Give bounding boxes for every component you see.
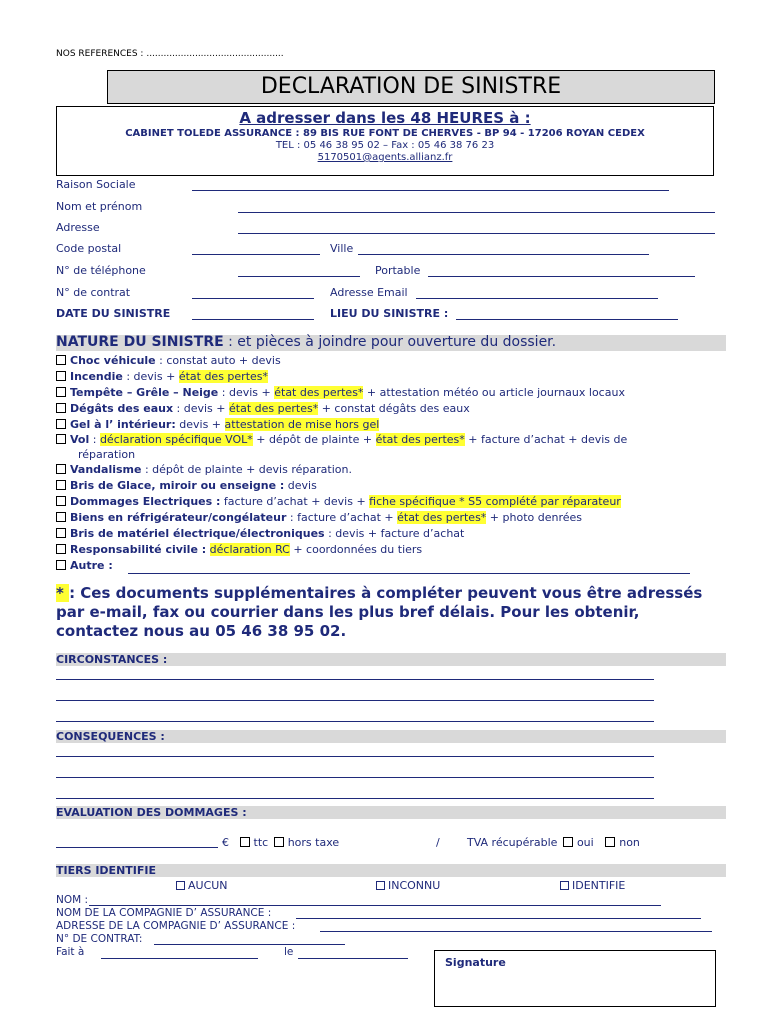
references-label: NOS REFERENCES : <box>56 49 144 59</box>
evaluation-slash: / <box>436 836 440 849</box>
aucun-checkbox[interactable] <box>176 881 185 890</box>
page-title: DECLARATION DE SINISTRE <box>107 70 715 104</box>
nature-item-checkbox[interactable] <box>56 480 66 490</box>
date-sinistre-field[interactable] <box>192 319 314 320</box>
highlighted-document: déclaration RC <box>209 543 290 556</box>
circonstances-line-3[interactable] <box>56 721 654 722</box>
nature-item-title: Autre : <box>70 559 113 572</box>
email-link[interactable]: 5170501@agents.allianz.fr <box>317 152 453 163</box>
hors-taxe-checkbox[interactable] <box>274 837 284 847</box>
nature-item-checkbox[interactable] <box>56 434 66 444</box>
evaluation-options <box>222 836 339 849</box>
references <box>56 49 284 59</box>
asterisk-star: * <box>56 584 70 602</box>
le-label: le <box>284 946 294 958</box>
nature-item-title: Vandalisme <box>70 463 142 476</box>
nature-item-title: Biens en réfrigérateur/congélateur <box>70 511 287 524</box>
circonstances-line-2[interactable] <box>56 700 654 701</box>
highlighted-document: état des pertes* <box>375 433 465 446</box>
nature-subtitle: : et pièces à joindre pour ouverture du dossier. <box>223 334 557 350</box>
aucun-label: AUCUN <box>188 879 228 892</box>
nature-item-detail: : constat auto + devis <box>155 354 281 367</box>
code-postal-label: Code postal <box>56 242 122 255</box>
identifie-checkbox[interactable] <box>560 881 569 890</box>
nature-item-detail: : <box>89 433 100 446</box>
hors-taxe-label: hors taxe <box>287 836 340 849</box>
nature-item-title: Dégâts des eaux <box>70 402 174 415</box>
date-sinistre-label: DATE DU SINISTRE <box>56 307 171 320</box>
highlighted-document: déclaration spécifique VOL* <box>99 433 253 446</box>
references-dots: ................................................ <box>146 49 284 59</box>
tva-group <box>467 836 640 849</box>
nature-item-detail: : facture d’achat + <box>286 511 398 524</box>
nature-item <box>56 463 352 476</box>
lieu-sinistre-label: LIEU DU SINISTRE : <box>330 307 449 320</box>
nature-item-checkbox[interactable] <box>56 528 66 538</box>
tva-oui-checkbox[interactable] <box>563 837 573 847</box>
autre-field[interactable] <box>128 573 690 574</box>
nature-item-detail: : devis + <box>122 370 179 383</box>
tiers-adresse-compagnie-field[interactable] <box>320 931 712 932</box>
nature-item-checkbox[interactable] <box>56 355 66 365</box>
email-label: Adresse Email <box>330 286 408 299</box>
tva-oui-label: oui <box>576 836 594 849</box>
fait-a-label: Fait à <box>56 946 85 958</box>
ville-label: Ville <box>330 242 354 255</box>
nature-item-detail: facture d’achat + devis + <box>220 495 370 508</box>
nature-item <box>56 527 464 540</box>
contrat-field[interactable] <box>192 298 314 299</box>
nature-item-detail: : devis + <box>173 402 230 415</box>
identifie-label: IDENTIFIE <box>572 879 626 892</box>
portable-field[interactable] <box>428 276 695 277</box>
lieu-sinistre-field[interactable] <box>456 319 678 320</box>
adresse-field[interactable] <box>238 233 715 234</box>
nature-item-detail: + attestation météo ou article journaux locaux <box>363 386 625 399</box>
tiers-nom-label: NOM : <box>56 894 89 906</box>
nature-item <box>56 418 379 431</box>
nature-item-detail: + facture d’achat + devis de <box>464 433 628 446</box>
nature-item-title: Bris de matériel électrique/électroniques <box>70 527 325 540</box>
nature-item <box>56 479 317 492</box>
inconnu-label: INCONNU <box>388 879 441 892</box>
asterisk-text: : Ces documents supplémentaires à compléter peuvent vous être adressés par e-mail, fax ou courrier dans les plus bref délais. Pour les obtenir, contactez nous au 05 46 38 95 02. <box>56 584 703 640</box>
nature-title: NATURE DU SINISTRE <box>56 334 224 350</box>
signature-box[interactable] <box>434 950 716 1007</box>
nature-heading <box>56 334 556 350</box>
tiers-contrat-field[interactable] <box>154 944 345 945</box>
highlighted-document: état des pertes* <box>229 402 319 415</box>
cabinet-address: CABINET TOLEDE ASSURANCE : 89 BIS RUE FONT DE CHERVES - BP 94 - 17206 ROYAN CEDEX <box>125 128 645 139</box>
ttc-checkbox[interactable] <box>240 837 250 847</box>
consequences-line-3[interactable] <box>56 798 654 799</box>
nature-item-detail: : devis + <box>218 386 275 399</box>
nature-item <box>56 511 582 524</box>
ville-field[interactable] <box>358 254 649 255</box>
nom-prenom-field[interactable] <box>238 212 715 213</box>
nature-item-detail: + photo denrées <box>486 511 583 524</box>
fait-a-field[interactable] <box>101 958 258 959</box>
tiers-title: TIERS IDENTIFIE <box>56 864 156 877</box>
inconnu-checkbox[interactable] <box>376 881 385 890</box>
tiers-compagnie-label: NOM DE LA COMPAGNIE D’ ASSURANCE : <box>56 907 272 919</box>
nom-prenom-label: Nom et prénom <box>56 200 143 213</box>
nature-item-detail: + constat dégâts des eaux <box>318 402 470 415</box>
nature-item <box>56 386 625 399</box>
nature-item-title: Vol <box>70 433 90 446</box>
nature-item-detail: + coordonnées du tiers <box>289 543 423 556</box>
email-field[interactable] <box>416 298 658 299</box>
tiers-contrat-label: N° DE CONTRAT: <box>56 933 143 945</box>
highlighted-document: état des pertes* <box>178 370 269 383</box>
code-postal-field[interactable] <box>192 254 320 255</box>
raison-sociale-field[interactable] <box>192 190 669 191</box>
nature-item-detail: devis + <box>175 418 225 431</box>
nature-item-checkbox[interactable] <box>56 387 66 397</box>
highlighted-document: état des pertes* <box>274 386 364 399</box>
consequences-line-2[interactable] <box>56 777 654 778</box>
nature-item <box>56 559 113 572</box>
euro-symbol: € <box>222 836 229 849</box>
consequences-title: CONSEQUENCES : <box>56 730 165 743</box>
nature-item-checkbox[interactable] <box>56 496 66 506</box>
nature-item-title: Choc véhicule <box>70 354 156 367</box>
nature-item <box>56 402 470 415</box>
nature-item <box>56 543 422 556</box>
nature-item-title: Incendie <box>70 370 123 383</box>
nature-item <box>56 495 621 508</box>
date-field[interactable] <box>298 958 408 959</box>
nature-item-title: Dommages Electriques : <box>70 495 221 508</box>
nature-item-detail: : devis + facture d’achat <box>324 527 465 540</box>
nature-item-checkbox[interactable] <box>56 560 66 570</box>
circonstances-line-1[interactable] <box>56 679 654 680</box>
portable-label: Portable <box>375 264 421 277</box>
nature-item-checkbox[interactable] <box>56 403 66 413</box>
vol-continuation: réparation <box>78 448 136 461</box>
tva-non-label: non <box>619 836 640 849</box>
nature-item-title: Gel à l’ intérieur: <box>70 418 176 431</box>
address-box <box>56 106 714 176</box>
nature-item-detail: : dépôt de plainte + devis réparation. <box>141 463 352 476</box>
highlighted-document: attestation de mise hors gel <box>224 418 380 431</box>
signature-label: Signature <box>445 956 506 969</box>
tiers-nom-field[interactable] <box>89 905 661 906</box>
telephone-field[interactable] <box>238 276 360 277</box>
tva-label: TVA récupérable <box>467 836 558 849</box>
consequences-line-1[interactable] <box>56 756 654 757</box>
nature-item-detail: + dépôt de plainte + <box>252 433 376 446</box>
tiers-adresse-compagnie-label: ADRESSE DE LA COMPAGNIE D’ ASSURANCE : <box>56 920 296 932</box>
highlighted-document: état des pertes* <box>397 511 487 524</box>
telephone-label: N° de téléphone <box>56 264 146 277</box>
nature-item-title: Responsabilité civile : <box>70 543 207 556</box>
address-heading: A adresser dans les 48 HEURES à : <box>239 109 531 127</box>
tiers-aucun <box>176 879 228 892</box>
tiers-compagnie-field[interactable] <box>296 918 701 919</box>
evaluation-amount-field[interactable] <box>56 847 218 848</box>
raison-sociale-label: Raison Sociale <box>56 178 136 191</box>
nature-item-checkbox[interactable] <box>56 419 66 429</box>
contrat-label: N° de contrat <box>56 286 131 299</box>
nature-item-detail: devis <box>284 479 317 492</box>
nature-item-checkbox[interactable] <box>56 544 66 554</box>
nature-item-title: Bris de Glace, miroir ou enseigne : <box>70 479 285 492</box>
nature-item-checkbox[interactable] <box>56 371 66 381</box>
tva-non-checkbox[interactable] <box>605 837 615 847</box>
tiers-inconnu <box>376 879 440 892</box>
nature-item-checkbox[interactable] <box>56 464 66 474</box>
nature-item-checkbox[interactable] <box>56 512 66 522</box>
tel-fax: TEL : 05 46 38 95 02 – Fax : 05 46 38 76 23 <box>275 140 495 151</box>
ttc-label: ttc <box>253 836 269 849</box>
nature-item <box>56 433 627 446</box>
adresse-label: Adresse <box>56 221 100 234</box>
tiers-band <box>56 864 726 877</box>
asterisk-note <box>56 584 726 641</box>
tiers-identifie <box>560 879 625 892</box>
nature-item <box>56 370 268 383</box>
evaluation-title: EVALUATION DES DOMMAGES : <box>56 806 247 819</box>
nature-item-title: Tempête – Grêle – Neige <box>70 386 219 399</box>
highlighted-document: fiche spécifique * S5 complété par réparateur <box>369 495 621 508</box>
nature-item <box>56 354 281 367</box>
circonstances-title: CIRCONSTANCES : <box>56 653 168 666</box>
